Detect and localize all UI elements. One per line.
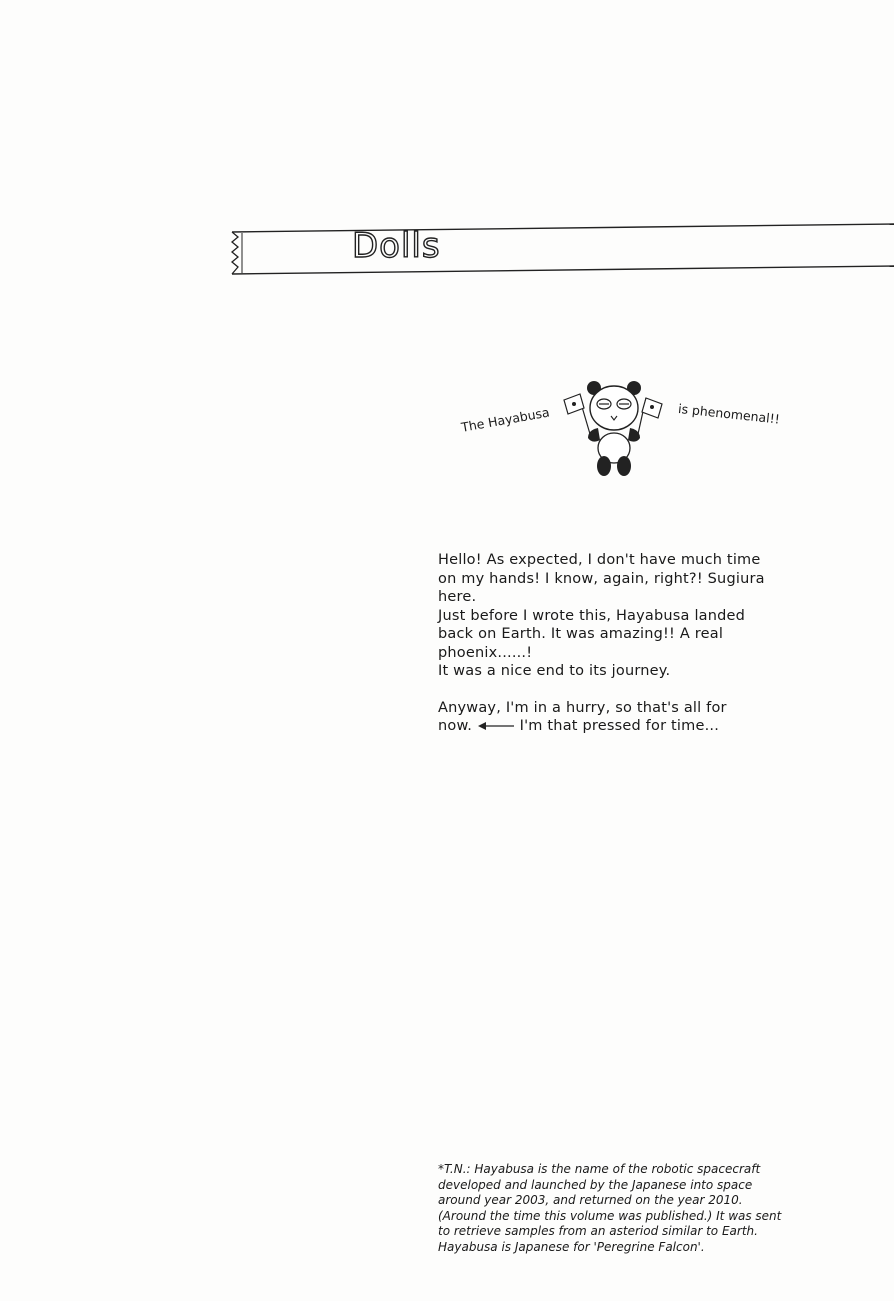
tn-line: developed and launched by the Japanese into space xyxy=(438,1177,753,1192)
note-text-after-arrow: I'm that pressed for time... xyxy=(519,718,720,734)
note-line: phoenix......! xyxy=(438,644,533,661)
left-arrow-icon xyxy=(477,721,515,731)
caption-right: is phenomenal!! xyxy=(677,401,781,427)
note-line: back on Earth. It was amazing!! A real xyxy=(438,626,724,642)
note-line: Just before I wrote this, Hayabusa landed xyxy=(438,607,746,624)
chapter-title: Dolls xyxy=(352,226,441,266)
chapter-banner xyxy=(228,220,894,276)
caption-left: The Hayabusa xyxy=(460,404,551,435)
panda-mascot-illustration xyxy=(560,378,670,482)
note-line: here. xyxy=(438,589,477,605)
tn-line: around year 2003, and returned on the year 2010. xyxy=(438,1193,743,1207)
note-line: Hello! As expected, I don't have much time xyxy=(438,552,761,568)
tn-line: Hayabusa is Japanese for 'Peregrine Falcon'. xyxy=(438,1239,705,1254)
tn-line: *T.N.: Hayabusa is the name of the robotic spacecraft xyxy=(438,1162,761,1176)
note-text-before-arrow: now. xyxy=(438,718,472,734)
note-line: It was a nice end to its journey. xyxy=(438,663,671,679)
tn-line: to retrieve samples from an asteriod similar to Earth. xyxy=(438,1224,758,1238)
banner-frame xyxy=(228,220,894,276)
tn-line: (Around the time this volume was published.) It was sent xyxy=(438,1208,782,1223)
author-note xyxy=(438,551,798,736)
translator-note xyxy=(438,1162,818,1255)
note-line xyxy=(438,717,798,736)
note-line: on my hands! I know, again, right?! Sugiura xyxy=(438,570,765,587)
note-line: Anyway, I'm in a hurry, so that's all for xyxy=(438,699,727,716)
